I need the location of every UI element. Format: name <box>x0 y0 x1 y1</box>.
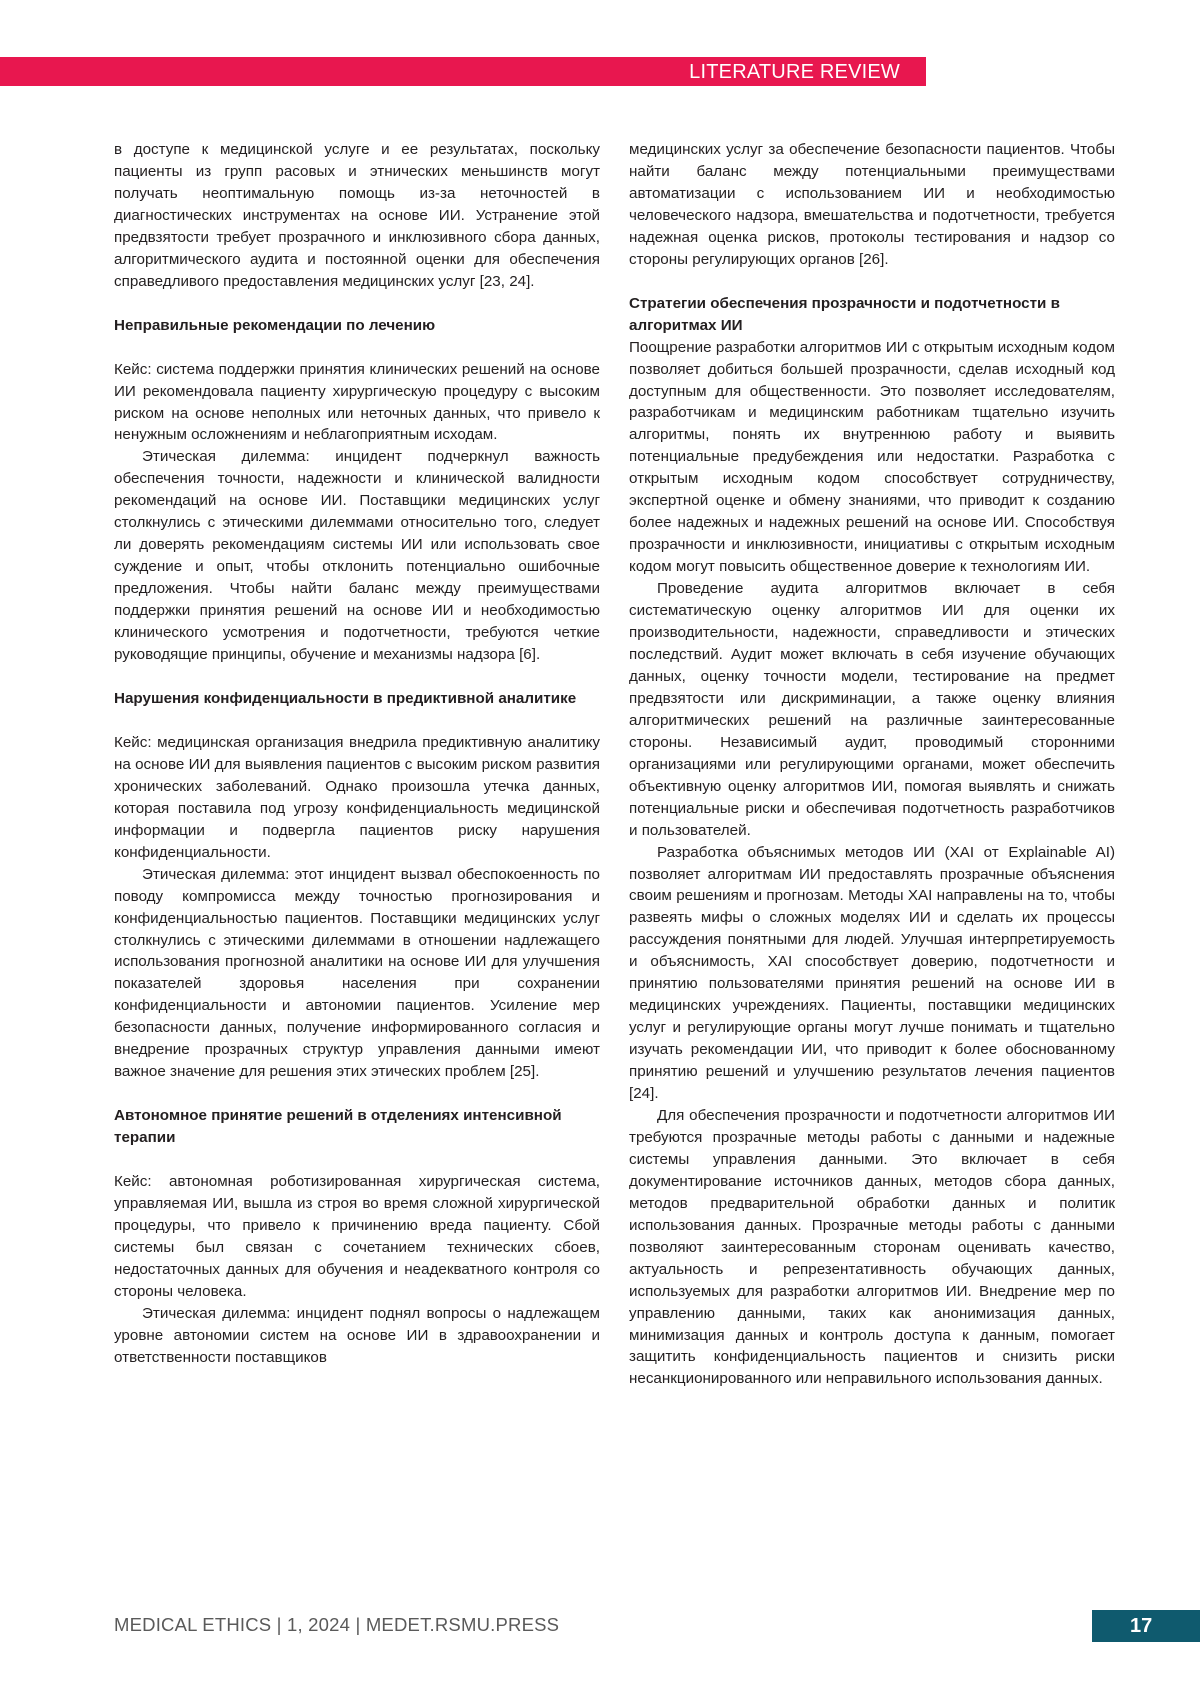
page-number: 17 <box>1092 1610 1200 1642</box>
paragraph: в доступе к медицинской услуге и ее результатах, поскольку пациенты из групп расовых и этнических меньшинств могут получать неоптимальную помощь из-за неточностей в диагностических инструментах на основе ИИ. Устранение этой предвзятости требует прозрачного и инклюзивного сбора данных, алгоритмического аудита и постоянной оценки для обеспечения справедливого предоставления медицинских услуг [23, 24]. <box>114 141 600 290</box>
section-heading: Автономное принятие решений в отделениях интенсивной терапии <box>114 1107 562 1147</box>
left-column <box>114 139 600 1369</box>
paragraph: Этическая дилемма: инцидент подчеркнул важность обеспечения точности, надежности и клинической валидности рекомендаций на основе ИИ. Поставщики медицинских услуг столкнулись с этическими дилеммами относительно того, следует ли доверять рекомендациям системы ИИ или использовать свое суждение и опыт, чтобы отклонить потенциально ошибочные предложения. Чтобы найти баланс между преимуществами поддержки принятия решений на основе ИИ и необходимостью клинического усмотрения и подотчетности, требуются четкие руководящие принципы, обучение и механизмы надзора [6]. <box>114 448 600 664</box>
paragraph: Кейс: система поддержки принятия клинических решений на основе ИИ рекомендовала пациенту хирургическую процедуру с высоким риском на основе неполных или неточных данных, что привело к ненужным осложнениям и неблагоприятным исходам. <box>114 360 600 444</box>
journal-footer: MEDICAL ETHICS | 1, 2024 | MEDET.RSMU.PRESS <box>114 1614 560 1635</box>
paragraph: Проведение аудита алгоритмов включает в себя систематическую оценку алгоритмов ИИ для оценки их производительности, надежности, справедливости и этических последствий. Аудит может включать в себя изучение обучающих данных, оценку точности модели, тестирование на предмет предвзятости или дискриминации, а также оценку влияния алгоритмических решений на различные заинтересованные стороны. Независимый аудит, проводимый сторонними организациями или регулирующими органами, может обеспечить объективную оценку алгоритмов ИИ, помогая выявлять и снижать потенциальные риски и обеспечивая подотчетность разработчиков и пользователей. <box>629 580 1115 839</box>
paragraph: Поощрение разработки алгоритмов ИИ с открытым исходным кодом позволяет добиться большей прозрачности, сделав исходный код доступным для общественности. Это позволяет исследователям, разработчикам и медицинским работникам тщательно изучить алгоритмы, понять их внутреннюю работу и выявить потенциальные предубеждения или недостатки. Разработка с открытым исходным кодом способствует сотрудничеству, экспертной оценке и обмену знаниями, что приводит к созданию более надежных и надежных решений на основе ИИ. Способствуя прозрачности и инклюзивности, инициативы с открытым исходным кодом могут повысить общественное доверие к технологиям ИИ. <box>629 338 1115 576</box>
paragraph: медицинских услуг за обеспечение безопасности пациентов. Чтобы найти баланс между потенциальными преимуществами автоматизации с использованием ИИ и необходимостью человеческого надзора, вмешательства и подотчетности, требуется надежная оценка рисков, протоколы тестирования и надзор со стороны регулирующих органов [26]. <box>629 141 1115 268</box>
section-heading: Нарушения конфиденциальности в предиктивной аналитике <box>114 689 577 707</box>
paragraph: Кейс: автономная роботизированная хирургическая система, управляемая ИИ, вышла из строя во время сложной хирургической процедуры, что привело к причинению вреда пациенту. Сбой системы был связан с сочетанием технических сбоев, недостаточных данных для обучения и неадекватного контроля со стороны человека. <box>114 1173 600 1300</box>
section-header-bar <box>0 57 926 86</box>
section-heading: Неправильные рекомендации по лечению <box>114 316 436 334</box>
paragraph: Этическая дилемма: инцидент поднял вопросы о надлежащем уровне автономии систем на основе ИИ в здравоохранении и ответственности поставщиков <box>114 1304 600 1366</box>
paragraph: Для обеспечения прозрачности и подотчетности алгоритмов ИИ требуются прозрачные методы работы с данными и надежные системы управления данными. Это включает в себя документирование источников данных, методов сбора данных, методов предварительной обработки данных и политик использования данных. Прозрачные методы работы с данными позволяют заинтересованным сторонам оценивать качество, актуальность и репрезентативность обучающих данных, используемых для разработки алгоритмов ИИ. Внедрение мер по управлению данными, таких как анонимизация данных, минимизация данных и контроль доступа к данным, помогает защитить конфиденциальность пациентов и снизить риски несанкционированного или неправильного использования данных. <box>629 1106 1115 1388</box>
paragraph: Этическая дилемма: этот инцидент вызвал обеспокоенность по поводу компромисса между точностью прогнозирования и конфиденциальностью пациентов. Поставщики медицинских услуг столкнулись с этическими дилеммами в отношении надлежащего использования прогнозной аналитики на основе ИИ для улучшения показателей здоровья населения при сохранении конфиденциальности и автономии пациентов. Усиление мер безопасности данных, получение информированного согласия и внедрение прозрачных структур управления данными имеют важное значение для решения этих этических проблем [25]. <box>114 865 600 1081</box>
section-heading: Стратегии обеспечения прозрачности и подотчетности в алгоритмах ИИ <box>629 294 1060 334</box>
paragraph: Кейс: медицинская организация внедрила предиктивную аналитику на основе ИИ для выявления пациентов с высоким риском развития хронических заболеваний. Однако произошла утечка данных, которая поставила под угрозу конфиденциальность медицинской информации и подвергла пациентов риску нарушения конфиденциальности. <box>114 733 600 861</box>
right-column <box>629 139 1115 1390</box>
section-label: LITERATURE REVIEW <box>689 61 900 83</box>
paragraph: Разработка объяснимых методов ИИ (XAI от Explainable AI) позволяет алгоритмам ИИ предоставлять прозрачные объяснения своим решениям и прогнозам. Методы XAI направлены на то, чтобы развеять мифы о сложных моделях ИИ и сделать их процессы рассуждения понятными для людей. Улучшая интерпретируемость и объяснимость, XAI способствует доверию, подотчетности и принятию пользователями принятия решений на основе ИИ в медицинских учреждениях. Пациенты, поставщики медицинских услуг и регулирующие органы могут лучше понимать и тщательно изучать рекомендации ИИ, что приводит к более обоснованному принятию решений и улучшению результатов лечения пациентов [24]. <box>629 843 1115 1103</box>
